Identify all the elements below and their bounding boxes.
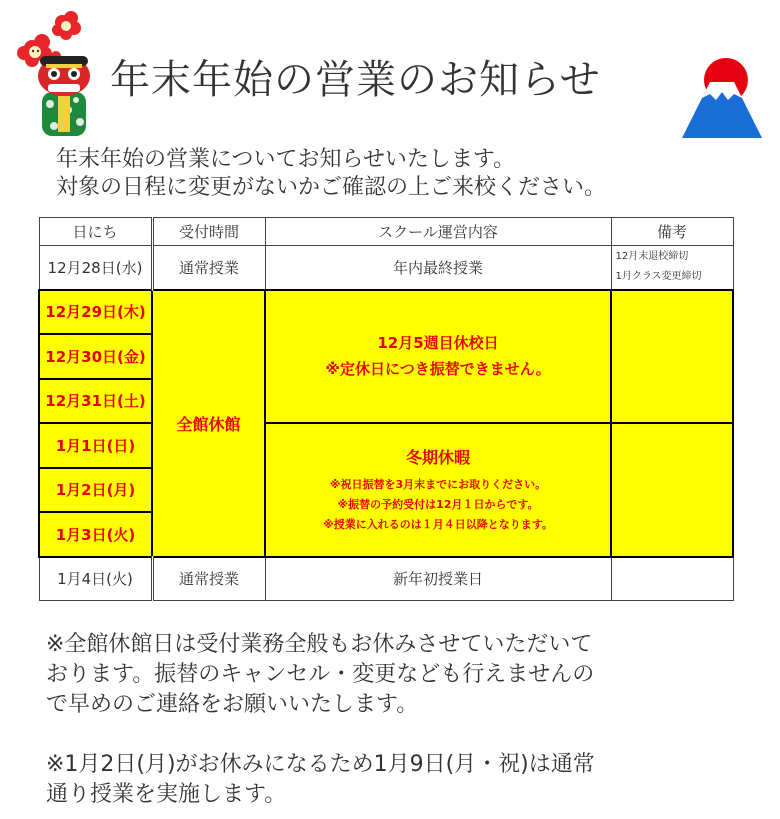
- header-content: スクール運営内容: [265, 218, 611, 246]
- reception-cell: 通常授業: [152, 557, 265, 601]
- table-row: [39, 246, 733, 290]
- closed-block-line: ※定休日につき振替できません。: [325, 360, 551, 379]
- date-cell: 1月4日(火): [39, 557, 152, 601]
- winter-note-cell: [611, 423, 733, 557]
- date-cell: 12月29日(木): [39, 290, 152, 335]
- date-cell: 1月3日(火): [39, 512, 152, 557]
- note-line: ※1月2日(月)がお休みになるため1月9日(月・祝)は通常: [46, 752, 595, 777]
- content-cell: 年内最終授業: [265, 246, 611, 290]
- intro-text: [56, 146, 606, 202]
- holiday-class-note: [46, 750, 595, 810]
- winter-break-line: ※振替の予約受付は12月１日からです。: [337, 497, 539, 511]
- date-cell: 12月30日(金): [39, 334, 152, 379]
- note-line: 通り授業を実施します。: [46, 782, 287, 807]
- note-line: 12月末退校締切: [615, 251, 689, 263]
- closed-content-cell: [265, 290, 611, 424]
- shishimai-icon: [28, 52, 100, 138]
- date-cell: 1月1日(日): [39, 423, 152, 468]
- closed-note-cell: [611, 290, 733, 424]
- mount-fuji-sunrise-icon: [682, 52, 762, 140]
- table-row-closed: [39, 423, 733, 468]
- intro-line: 対象の日程に変更がないかご確認の上ご来校ください。: [56, 175, 607, 200]
- date-cell: 1月2日(月): [39, 468, 152, 513]
- content-cell: 新年初授業日: [265, 557, 611, 601]
- table-row-closed: [39, 290, 733, 335]
- winter-break-line: ※授業に入れるのは１月４日以降となります。: [323, 517, 553, 531]
- date-cell: 12月31日(土): [39, 379, 152, 424]
- header-date: 日にち: [39, 218, 152, 246]
- note-cell: [611, 557, 733, 601]
- closure-note: [46, 630, 594, 720]
- closed-reception-cell: 全館休館: [152, 290, 265, 557]
- winter-break-line: ※祝日振替を3月末までにお取りください。: [329, 477, 547, 491]
- schedule-table: [38, 217, 734, 601]
- page-title: 年末年始の営業のお知らせ: [110, 57, 601, 103]
- header-note: 備考: [611, 218, 733, 246]
- closed-block-title: 12月5週目休校日: [377, 334, 499, 353]
- note-line: で早めのご連絡をお願いいたします。: [46, 692, 419, 717]
- date-cell: 12月28日(水): [39, 246, 152, 290]
- note-cell: [611, 246, 733, 290]
- note-line: ※全館休館日は受付業務全般もお休みさせていただいて: [46, 632, 593, 657]
- note-line: 1月クラス変更締切: [615, 271, 702, 283]
- header-reception: 受付時間: [152, 218, 265, 246]
- note-line: おります。振替のキャンセル・変更なども行えませんの: [46, 662, 595, 687]
- table-row: [39, 557, 733, 601]
- winter-break-cell: [265, 423, 611, 557]
- winter-break-title: 冬期休暇: [405, 447, 470, 467]
- table-header-row: [39, 218, 733, 246]
- reception-cell: 通常授業: [152, 246, 265, 290]
- intro-line: 年末年始の営業についてお知らせいたします。: [56, 147, 516, 172]
